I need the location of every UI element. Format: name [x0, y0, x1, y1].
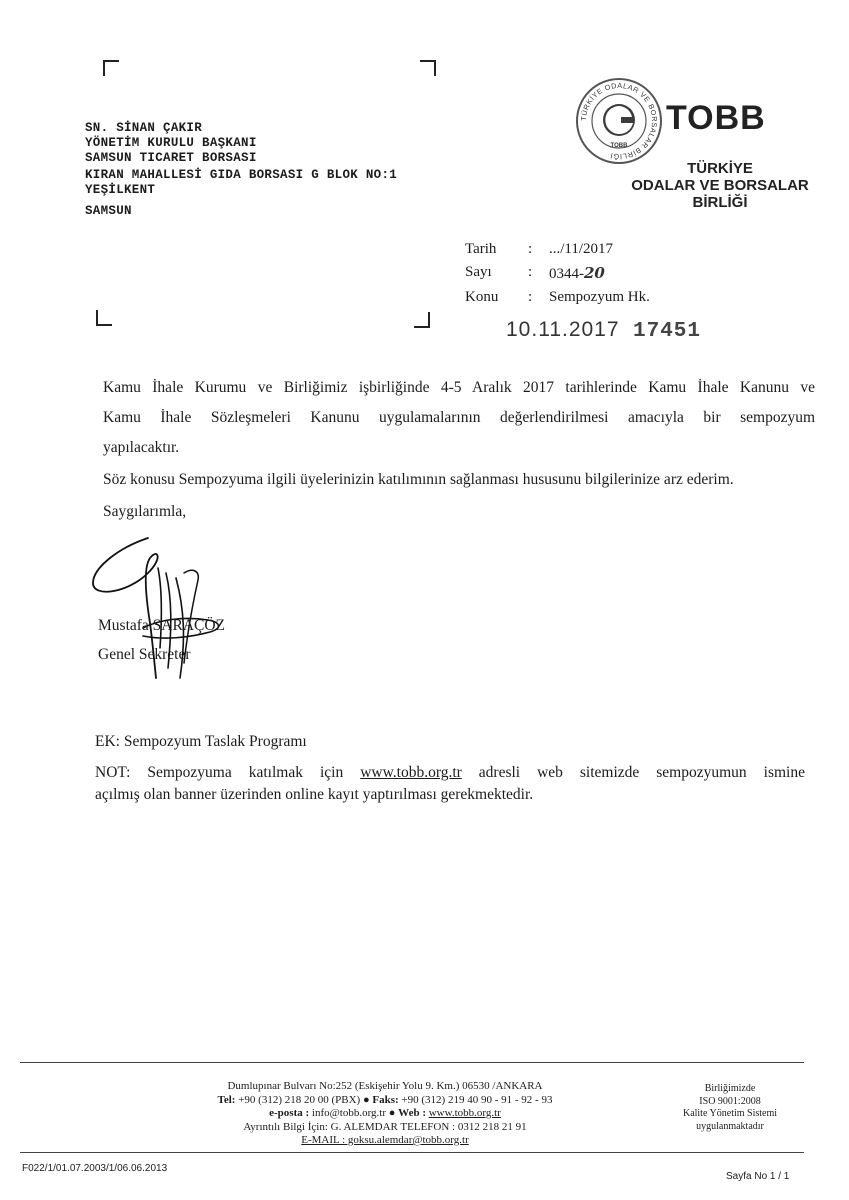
recipient-title: YÖNETİM KURULU BAŞKANI	[85, 136, 257, 150]
iso-line-3: Kalite Yönetim Sistemi	[682, 1108, 778, 1119]
note-line-1	[95, 762, 805, 784]
date-value: .../11/2017	[549, 241, 614, 257]
window-corner-bottom-left	[96, 310, 112, 326]
window-corner-bottom-right	[414, 312, 430, 328]
subject-value: Sempozyum Hk.	[549, 289, 650, 305]
closing: Saygılarımla,	[103, 503, 187, 520]
window-corner-top-right	[420, 60, 436, 76]
paragraph-1-line-1: Kamu İhale Kurumu ve Birliğimiz işbirliğinde 4-5 Aralık 2017 tarihlerinde Kamu İhale Kanunu ve	[103, 379, 815, 396]
bullet-icon: ●	[388, 1107, 396, 1119]
number-separator: :	[528, 264, 533, 280]
footer-fax-value: +90 (312) 219 40 90 - 91 - 92 - 93	[401, 1093, 553, 1106]
footer-web-link[interactable]: www.tobb.org.tr	[428, 1107, 501, 1119]
signatory-name: Mustafa SARAÇÖZ	[98, 617, 226, 634]
date-label: Tarih	[465, 241, 497, 257]
tobb-full-name	[600, 160, 840, 211]
footer-web-label: Web :	[398, 1107, 426, 1119]
iso-line-2: ISO 9001:2008	[699, 1095, 761, 1107]
footer-contact	[130, 1080, 640, 1148]
note-prefix: NOT: Sempozyuma katılmak için	[95, 764, 344, 781]
number-label: Sayı	[465, 264, 492, 280]
footer-tel-label: Tel:	[217, 1093, 236, 1106]
signatory-title: Genel Sekreter	[98, 646, 191, 663]
footer-address: Dumlupınar Bulvarı No:252 (Eskişehir Yolu 9. Km.) 06530 /ANKARA	[227, 1080, 543, 1092]
seal-inner-text: TOBB	[610, 143, 628, 149]
handwritten-signature	[88, 528, 228, 688]
window-corner-top-left	[103, 60, 119, 76]
number-value	[549, 264, 605, 283]
recipient-district: YEŞİLKENT	[85, 183, 156, 197]
footer-info-line: Ayrıntılı Bilgi İçin: G. ALEMDAR TELEFON : 0312 218 21 91	[243, 1120, 527, 1133]
recipient-organization: SAMSUN TICARET BORSASI	[85, 151, 257, 165]
footer-email-value: info@tobb.org.tr	[311, 1107, 387, 1119]
footer-email2: E-MAIL : goksu.alemdar@tobb.org.tr	[301, 1134, 469, 1146]
note-line-2: açılmış olan banner üzerinden online kayıt yaptırılması gerekmektedir.	[95, 786, 534, 803]
footer-bottom-rule	[20, 1152, 804, 1153]
footer-email-web	[130, 1107, 640, 1121]
stamp-number: 17451	[633, 320, 702, 343]
recipient-city: SAMSUN	[85, 204, 132, 218]
attachment-line: EK: Sempozyum Taslak Programı	[95, 733, 307, 750]
form-code: F022/1/01.07.2003/1/06.06.2013	[22, 1163, 168, 1174]
footer-fax-label: Faks:	[372, 1093, 399, 1106]
note-website-link[interactable]: www.tobb.org.tr	[360, 764, 462, 781]
letter-body	[103, 373, 815, 527]
tobb-name-line-1: TÜRKİYE	[687, 160, 753, 177]
number-handwritten: 20	[584, 264, 605, 282]
iso-line-4: uygulanmaktadır	[696, 1120, 764, 1132]
number-printed: 0344-	[549, 266, 584, 282]
tobb-brand: TOBB	[666, 99, 766, 137]
footer-phone-fax	[130, 1094, 640, 1108]
paragraph-2: Söz konusu Sempozyuma ilgili üyelerinizin katılımının sağlanması hususunu bilgilerinize arz ederim.	[103, 471, 734, 488]
stamp-date: 10.11.2017	[506, 318, 620, 341]
footer-iso-block	[660, 1083, 800, 1133]
iso-line-1: Birliğimizde	[704, 1083, 756, 1094]
subject-label: Konu	[465, 289, 499, 305]
recipient-street: KIRAN MAHALLESİ GIDA BORSASI G BLOK NO:1	[85, 168, 398, 182]
note-suffix: adresli web sitemizde sempozyumun ismine	[478, 764, 805, 781]
tobb-seal-logo	[574, 76, 664, 166]
tobb-name-line-3: BİRLİĞİ	[692, 194, 748, 211]
tobb-name-line-2: ODALAR VE BORSALAR	[631, 177, 809, 194]
footer-top-rule	[20, 1062, 804, 1063]
paragraph-1-line-3: yapılacaktır.	[103, 439, 180, 456]
paragraph-1-line-2: Kamu İhale Sözleşmeleri Kanunu uygulamalarının değerlendirilmesi amacıyla bir sempozyum	[103, 409, 815, 426]
footer-tel-value: +90 (312) 218 20 00 (PBX)	[238, 1093, 361, 1106]
date-separator: :	[528, 241, 533, 257]
footer-email-label: e-posta :	[269, 1107, 310, 1119]
subject-separator: :	[528, 289, 533, 305]
bullet-icon: ●	[362, 1093, 370, 1106]
recipient-address	[85, 121, 397, 219]
page-number: Sayfa No 1 / 1	[726, 1171, 790, 1182]
recipient-name: SN. SİNAN ÇAKIR	[85, 121, 203, 135]
note-block	[95, 762, 805, 806]
seal-ring-text: TÜRKİYE ODALAR VE BORSALAR BİRLİĞİ	[578, 80, 660, 162]
